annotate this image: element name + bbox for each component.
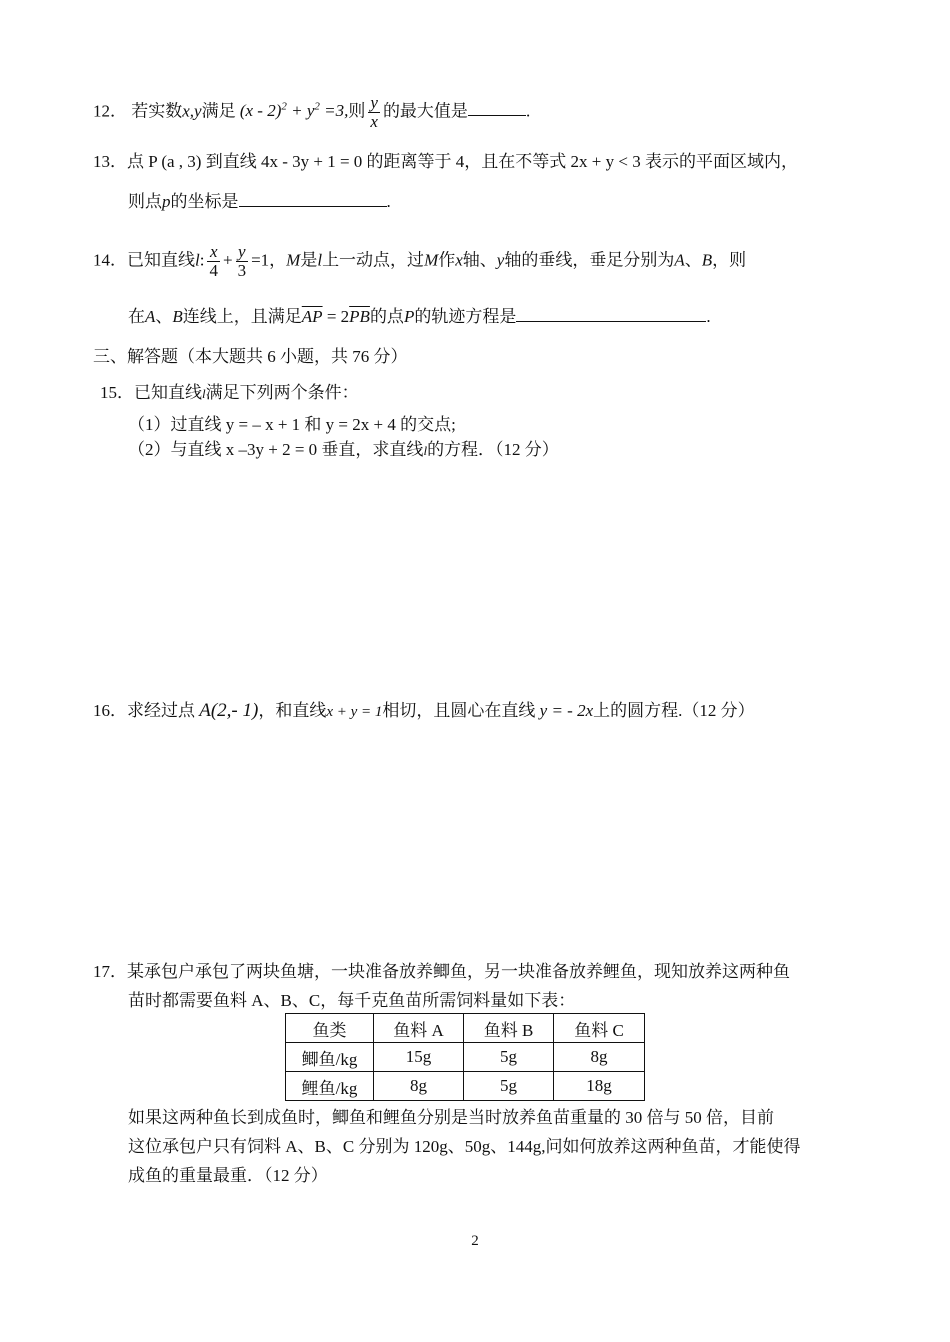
table-cell: 鲫鱼/kg	[286, 1043, 374, 1072]
table-header-cell: 鱼料 A	[374, 1014, 464, 1043]
q15-condition-2	[128, 438, 559, 463]
q14-line2-d: 的轨迹方程是	[414, 307, 517, 326]
table-row	[286, 1043, 645, 1072]
question-15	[100, 381, 359, 406]
q16-line: x + y = 1	[326, 704, 383, 720]
q14-eq: =1，	[251, 250, 287, 270]
q14-fraction-1: $\frac{x}{4}$	[209, 242, 218, 280]
q16-line-2: y = - 2x	[539, 701, 594, 720]
q14-sep: 、	[684, 250, 702, 270]
section-3-heading	[93, 345, 408, 369]
question-13-line-2	[128, 190, 391, 214]
q14-vector-eq: = 2	[322, 307, 350, 326]
question-14-line-2	[128, 305, 711, 329]
table-header-row	[286, 1014, 645, 1043]
q12-vars: x,y	[182, 101, 202, 121]
q14-line2-sep: 、	[155, 307, 173, 326]
q14-line2-a: 在	[128, 307, 145, 326]
q13-var-p: p	[162, 192, 171, 211]
q14-text-d: 作	[438, 250, 456, 270]
question-13-line-1	[93, 150, 798, 174]
q12-equation: $(x - 2)^2 + y^2 =3$,	[239, 100, 349, 121]
q17-after-line-3: 成鱼的重量最重．（12 分）	[128, 1166, 328, 1185]
q16-point: A(2,- 1)	[199, 700, 259, 721]
q14-answer-blank[interactable]	[516, 305, 706, 322]
q12-end: .	[525, 101, 531, 121]
q14-line2-c: 的点	[369, 307, 404, 326]
q13-number: 13．	[93, 152, 127, 171]
table-header-cell: 鱼类	[286, 1014, 374, 1043]
q15-condition-2-a: （2）与直线 x –3y + 2 = 0 垂直，求直线	[128, 440, 424, 459]
q14-number: 14．	[93, 250, 127, 270]
q13-line2-a: 则点	[128, 192, 162, 211]
q13-text: 点 P (a , 3) 到直线 4x - 3y + 1 = 0 的距离等于 4，且在不等式 2x + y < 3 表示的平面区域内，	[127, 152, 798, 171]
question-12	[93, 94, 530, 131]
q14-var-M-2: M	[424, 250, 439, 270]
q12-text-d: 的最大值是	[382, 101, 468, 121]
q14-text-b: 是	[300, 250, 318, 270]
q14-plus: +	[222, 250, 233, 270]
q15-condition-2-b: 的方程．（12 分）	[427, 440, 559, 459]
q14-end: .	[706, 307, 711, 326]
q14-line2-b: 连线上，且满足	[182, 307, 302, 326]
q12-text-a: 若实数	[131, 101, 183, 121]
q15-text: 已知直线	[134, 383, 202, 402]
q13-answer-blank[interactable]	[239, 190, 387, 207]
q14-line2-var-A: A	[145, 307, 156, 326]
q14-vector-PB: $\overline{PB}$	[349, 307, 370, 326]
table-cell: 鲤鱼/kg	[286, 1072, 374, 1101]
question-14-line-1	[93, 243, 746, 280]
q14-var-l-2: l	[317, 250, 323, 270]
question-17-line-2: 苗时都需要鱼料 A、B、C，每千克鱼苗所需饲料量如下表：	[128, 991, 576, 1010]
q17-after-line-1: 如果这两种鱼长到成鱼时，鲫鱼和鲤鱼分别是当时放养鱼苗重量的 30 倍与 50 倍，目前	[128, 1108, 774, 1127]
table-cell: 5g	[464, 1072, 554, 1101]
q14-var-x: x	[455, 250, 463, 270]
q15-var-l-2: l	[423, 443, 428, 458]
q12-answer-blank[interactable]	[468, 99, 526, 116]
question-16	[93, 699, 755, 724]
table-header-cell: 鱼料 C	[554, 1014, 645, 1043]
table-cell: 8g	[374, 1072, 464, 1101]
q13-line2-b: 的坐标是	[170, 192, 239, 211]
q12-text-c: 则	[348, 101, 366, 121]
q14-var-P: P	[403, 307, 415, 326]
q14-text-e: 轴、	[462, 250, 497, 270]
q14-var-y: y	[496, 250, 505, 270]
q15-var-l: l	[202, 386, 206, 401]
q14-text-g: ，则	[712, 250, 747, 270]
q15-condition-1: （1）过直线 y = – x + 1 和 y = 2x + 4 的交点;	[128, 415, 456, 434]
q14-var-A: A	[674, 250, 685, 270]
q12-number: 12．	[93, 101, 127, 121]
q14-text-c: 上一动点，过	[322, 250, 425, 270]
section-3-note: （本大题共 6 小题，共 76 分）	[178, 347, 408, 366]
q14-text-f: 轴的垂线，垂足分别为	[504, 250, 675, 270]
q14-text-a: 已知直线	[127, 250, 195, 270]
q14-var-B: B	[701, 250, 713, 270]
table-cell: 15g	[374, 1043, 464, 1072]
table-row	[286, 1072, 645, 1101]
q12-text-b: 满足	[201, 101, 236, 121]
q17-number: 17．	[93, 962, 127, 981]
page-number: 2	[471, 1233, 479, 1249]
q16-number: 16．	[93, 701, 127, 720]
question-17-line-1	[93, 960, 790, 984]
q14-var-l: l	[195, 250, 200, 270]
q15-number: 15．	[100, 383, 134, 402]
feed-table	[285, 1013, 645, 1101]
q15-text-2: 满足下列两个条件：	[205, 383, 359, 402]
q13-end: .	[386, 192, 391, 211]
q17-after-line-2: 这位承包户只有饲料 A、B、C 分别为 120g、50g、144g,问如何放养这两种鱼苗，才能使得	[128, 1137, 801, 1156]
q16-text-c: 相切，且圆心在直线	[382, 701, 536, 720]
q14-vector-AP: $\overline{AP}$	[301, 307, 323, 326]
q16-text-d: 上的圆方程.（12 分）	[593, 701, 755, 720]
q14-fraction-2: $\frac{y}{3}$	[237, 242, 247, 280]
q16-text-a: 求经过点	[127, 701, 195, 720]
q16-text-b: ，和直线	[258, 701, 327, 720]
table-header-cell: 鱼料 B	[464, 1014, 554, 1043]
q17-text-1: 某承包户承包了两块鱼塘，一块准备放养鲫鱼，另一块准备放养鲤鱼，现知放养这两种鱼	[127, 962, 790, 981]
section-3-title: 三、解答题	[93, 347, 178, 366]
table-cell: 8g	[554, 1043, 645, 1072]
q12-fraction: $\frac{y}{x}$	[370, 93, 378, 131]
q14-line2-var-B: B	[172, 307, 183, 326]
q14-var-M: M	[286, 250, 301, 270]
q14-colon: :	[199, 250, 205, 270]
table-cell: 18g	[554, 1072, 645, 1101]
table-cell: 5g	[464, 1043, 554, 1072]
